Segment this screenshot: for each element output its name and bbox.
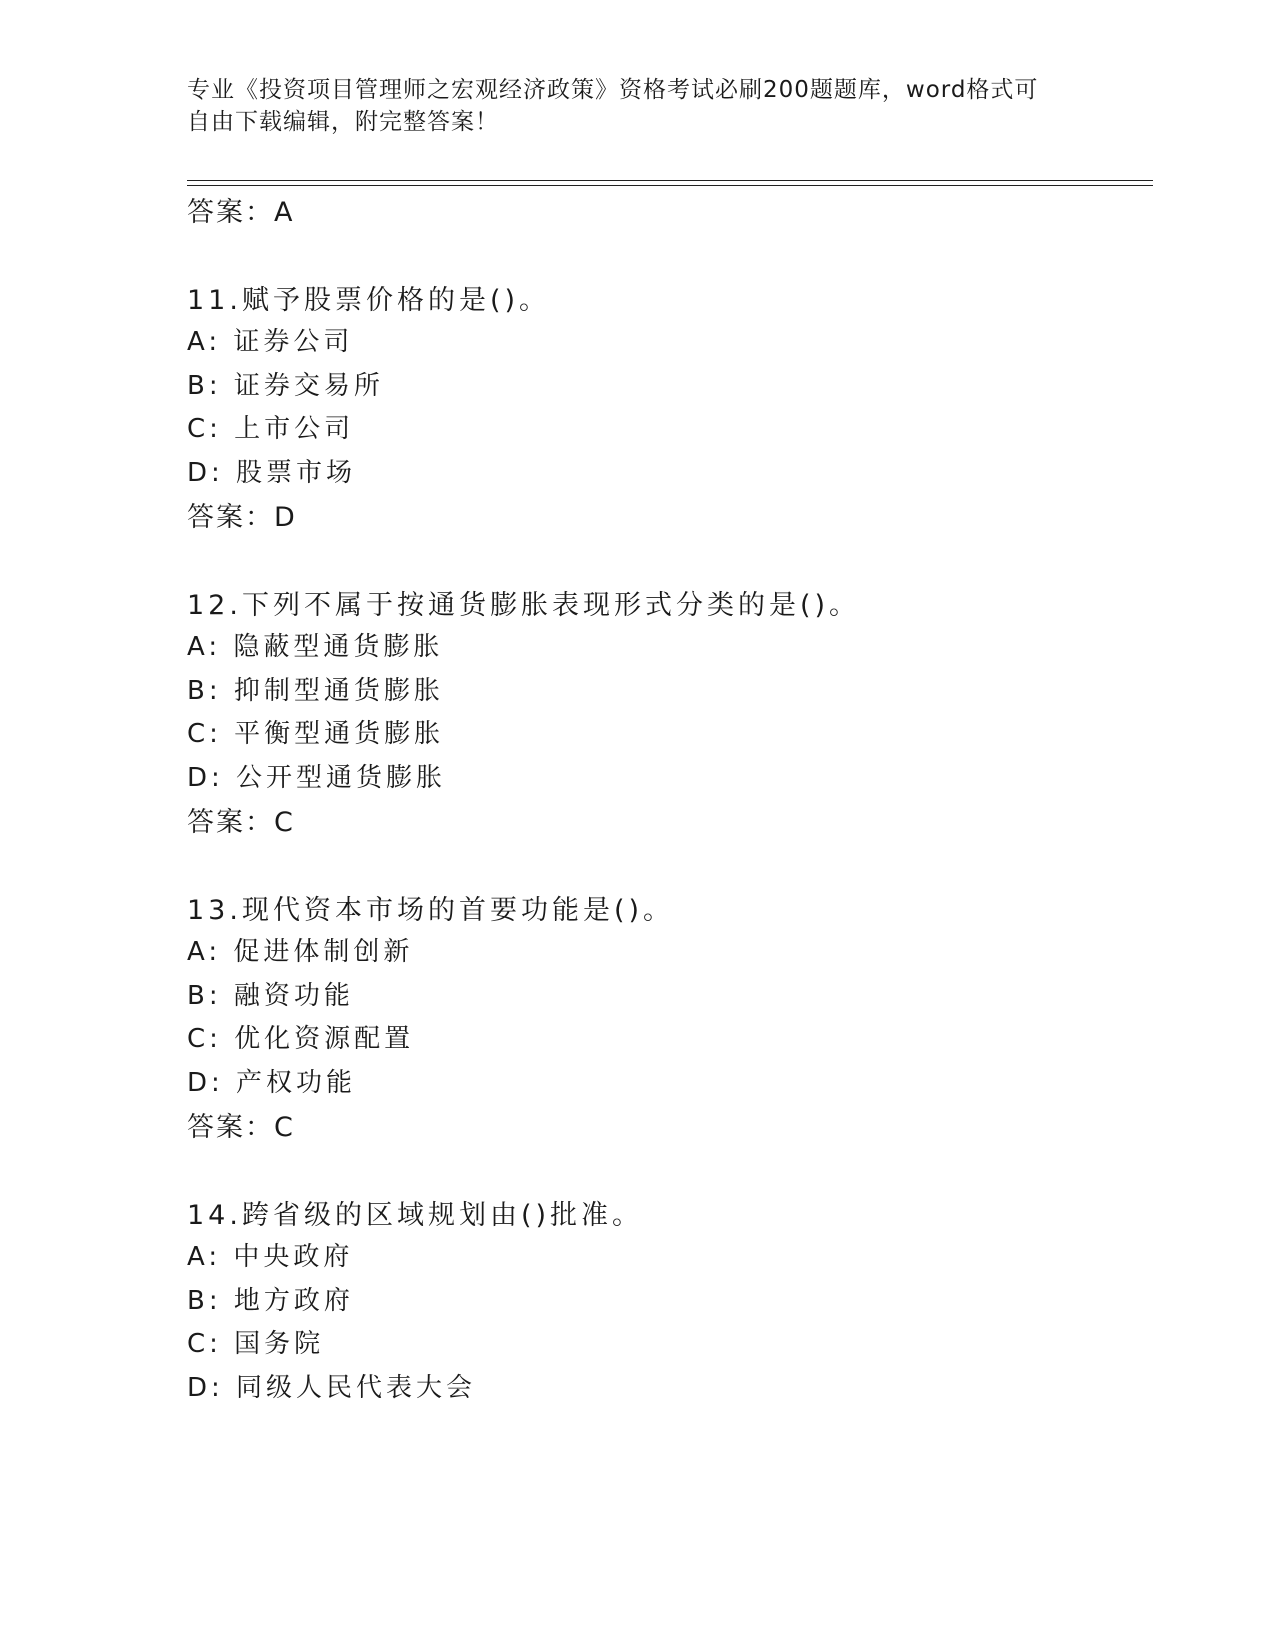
option-b: B: 抑制型通货膨胀: [187, 676, 444, 706]
answer-label: 答案：C: [187, 807, 295, 838]
option-a: A: 隐蔽型通货膨胀: [187, 632, 444, 662]
question-text: 13.现代资本市场的首要功能是()。: [187, 895, 675, 926]
option-d: D: 同级人民代表大会: [187, 1373, 477, 1403]
option-a: A: 促进体制创新: [187, 937, 414, 967]
option-d: D: 产权功能: [187, 1068, 357, 1098]
option-c: C: 国务院: [187, 1329, 325, 1359]
question-text: 11.赋予股票价格的是()。: [187, 285, 551, 316]
option-c: C: 优化资源配置: [187, 1024, 415, 1054]
option-a: A: 证券公司: [187, 327, 354, 357]
answer-label: 答案：A: [187, 197, 295, 228]
option-c: C: 上市公司: [187, 414, 355, 444]
option-b: B: 证券交易所: [187, 371, 384, 401]
option-d: D: 股票市场: [187, 458, 357, 488]
option-b: B: 融资功能: [187, 981, 354, 1011]
header-line-2: 自由下载编辑，附完整答案！: [187, 109, 499, 135]
option-a: A: 中央政府: [187, 1242, 354, 1272]
document-header: [187, 74, 1087, 138]
option-d: D: 公开型通货膨胀: [187, 763, 447, 793]
option-b: B: 地方政府: [187, 1286, 354, 1316]
header-divider-bottom: [187, 185, 1153, 186]
answer-label: 答案：D: [187, 502, 297, 533]
option-c: C: 平衡型通货膨胀: [187, 719, 445, 749]
header-divider-top: [187, 180, 1153, 181]
question-text: 14.跨省级的区域规划由()批准。: [187, 1200, 644, 1231]
question-text: 12.下列不属于按通货膨胀表现形式分类的是()。: [187, 590, 861, 621]
header-line-1: 专业《投资项目管理师之宏观经济政策》资格考试必刷200题题库，word格式可: [187, 77, 1039, 103]
answer-label: 答案：C: [187, 1112, 295, 1143]
